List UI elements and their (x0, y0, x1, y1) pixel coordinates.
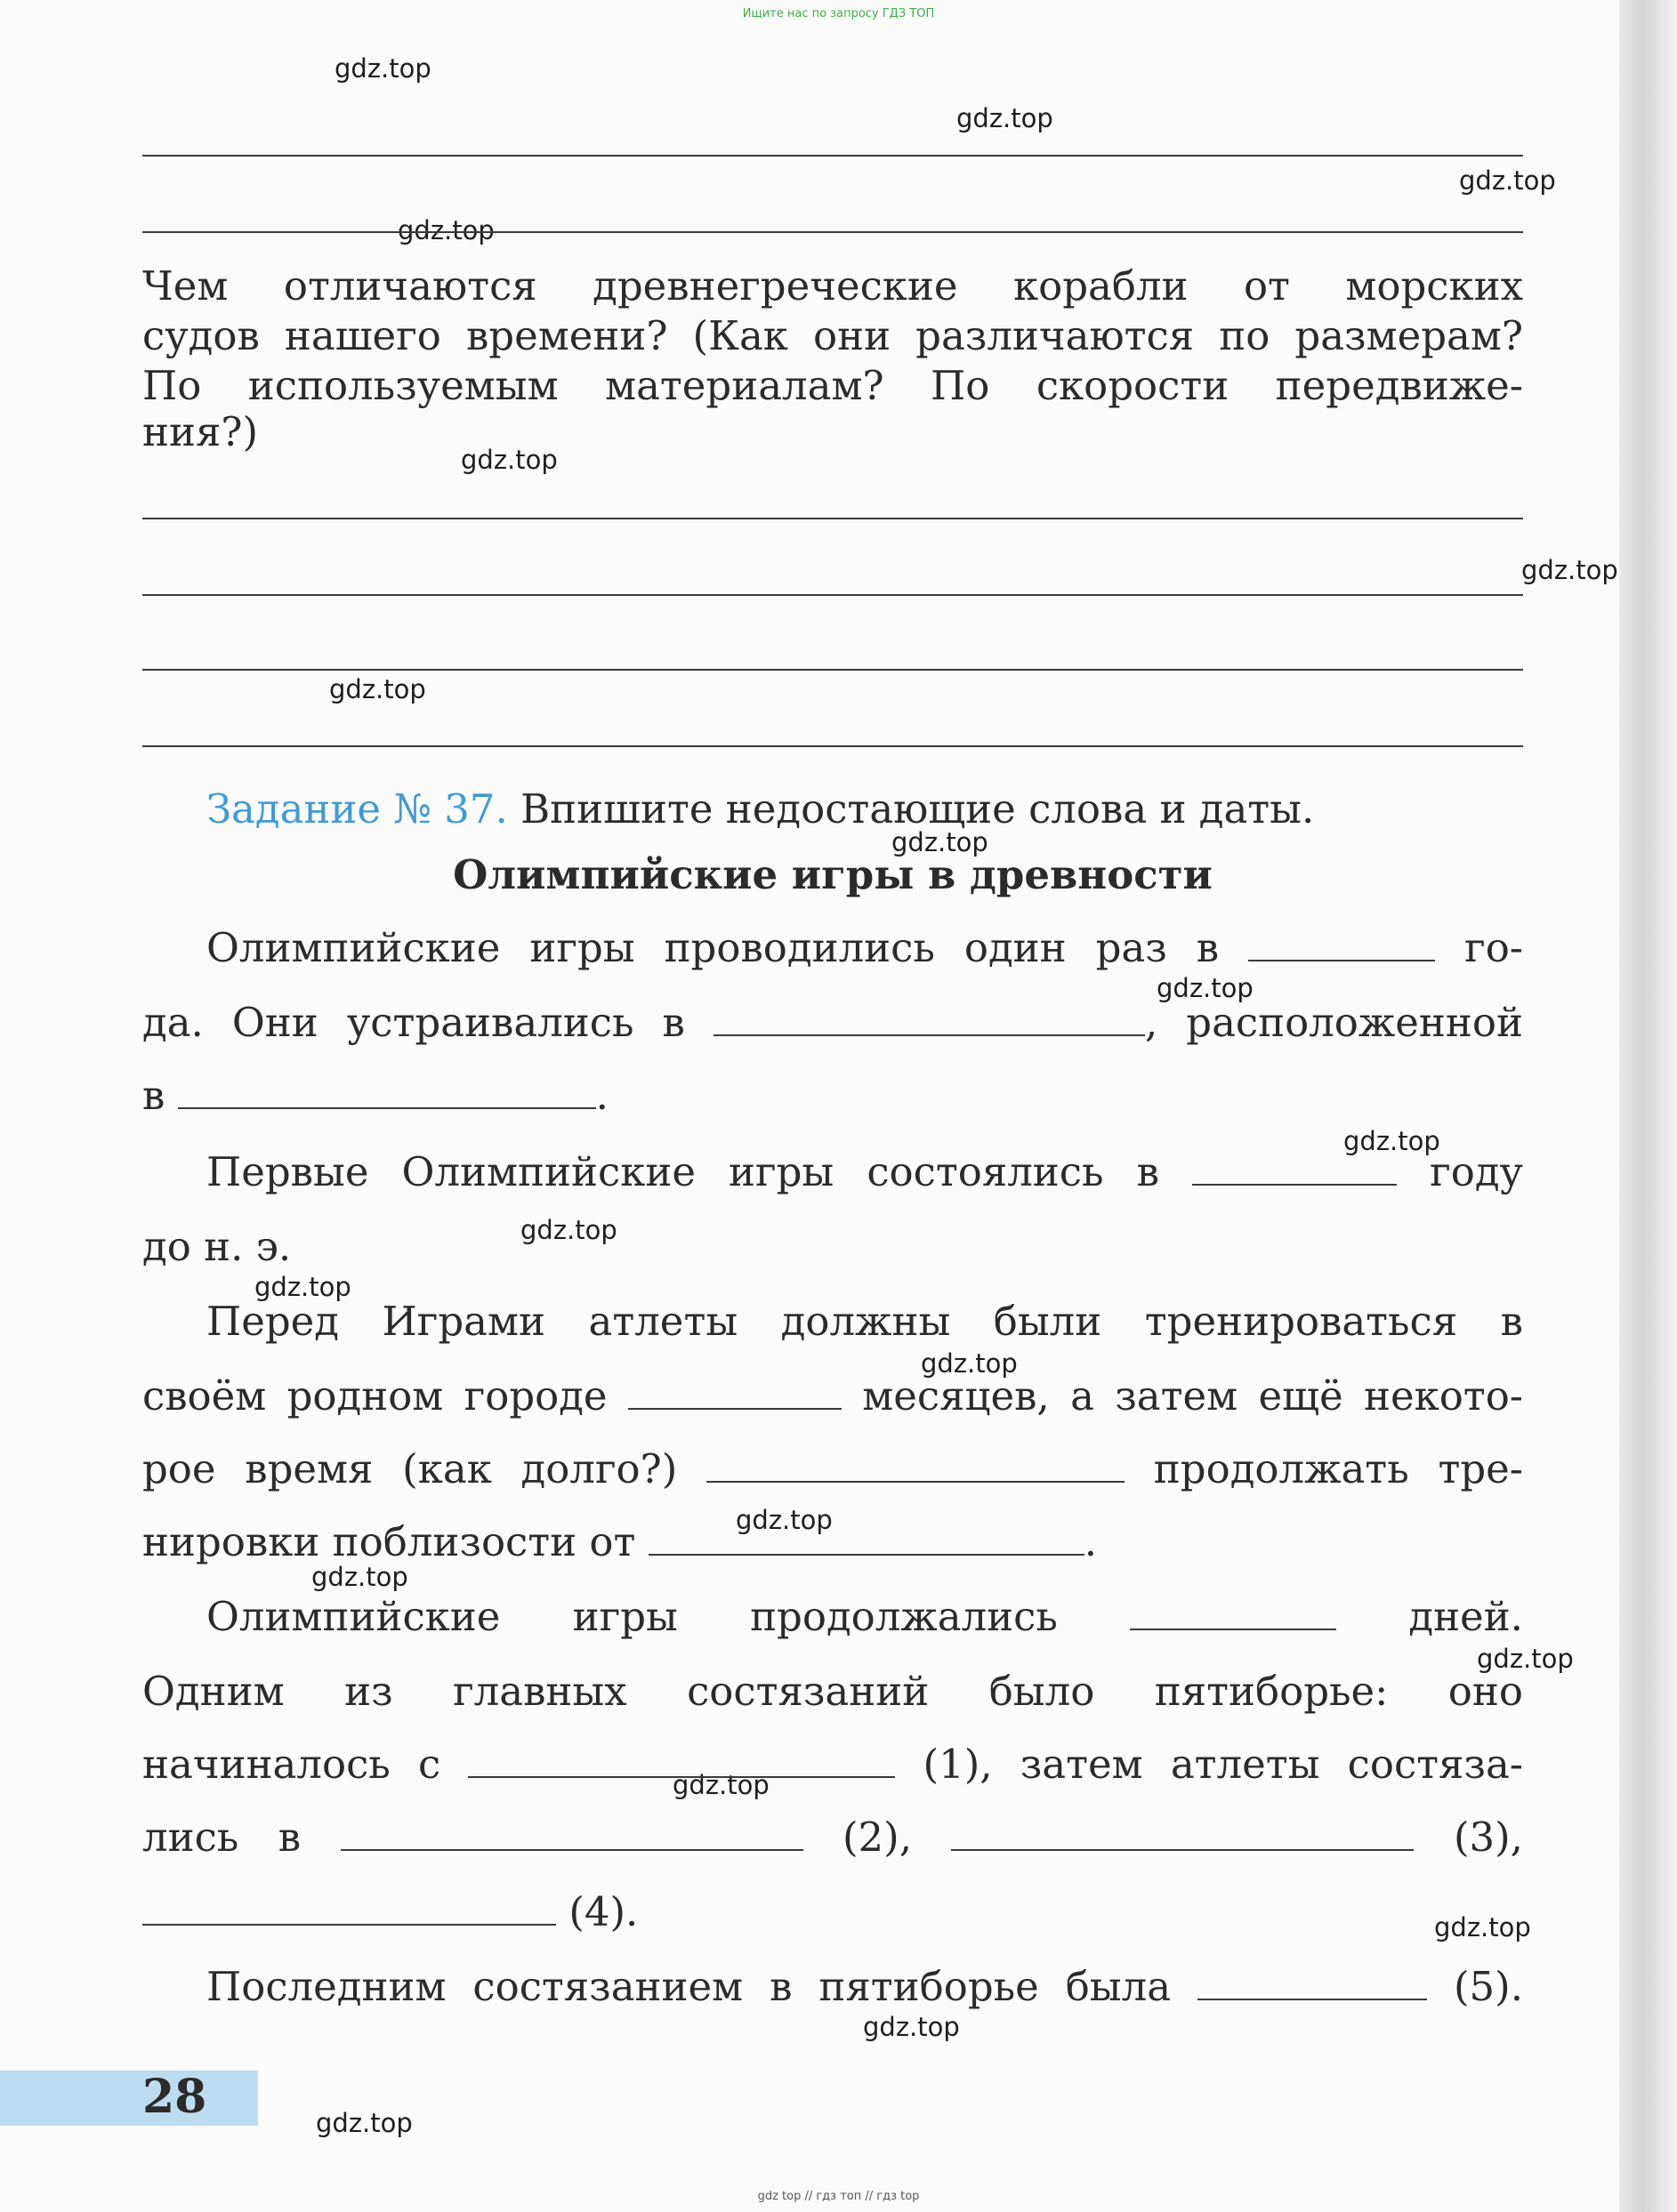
answer-line[interactable] (142, 518, 1523, 519)
watermark: gdz.top (520, 1215, 617, 1245)
question-line-3: По используемым материалам? По скорости передвиже- (142, 362, 1523, 409)
text-span: го- (1464, 924, 1524, 971)
watermark: gdz.top (254, 1272, 351, 1302)
fill-blank[interactable] (706, 1447, 1125, 1483)
fill-blank[interactable] (1192, 1150, 1397, 1186)
fill-blank[interactable] (1197, 1965, 1427, 2000)
para1-line-1 (206, 925, 1523, 971)
text-span: году (1430, 1148, 1524, 1195)
answer-line[interactable] (142, 745, 1523, 747)
para4-line-3 (142, 1741, 1523, 1788)
text-span: Олимпийские игры продолжались (206, 1593, 1058, 1640)
watermark: gdz.top (316, 2108, 413, 2138)
text-span: рое время (как долго?) (142, 1445, 678, 1492)
watermark: gdz.top (921, 1348, 1018, 1379)
text-span: дней. (1408, 1593, 1523, 1640)
watermark: gdz.top (1521, 555, 1618, 585)
fill-blank[interactable] (178, 1074, 596, 1109)
text-span: , расположенной (1144, 999, 1523, 1046)
text-span: (2), (842, 1814, 913, 1861)
watermark: gdz.top (1157, 973, 1254, 1003)
task-instruction: Впишите недостающие слова и даты. (520, 785, 1315, 833)
para1-line-3 (142, 1073, 1523, 1119)
watermark: gdz.top (673, 1770, 770, 1800)
text-span: да. Они устраивались в (142, 999, 685, 1046)
answer-line[interactable] (142, 231, 1523, 233)
text-span: Первые Олимпийские игры состоялись в (206, 1148, 1159, 1195)
watermark: gdz.top (1434, 1912, 1531, 1943)
watermark: gdz.top (1477, 1644, 1574, 1674)
watermark: gdz.top (1343, 1126, 1440, 1156)
fill-blank[interactable] (951, 1815, 1414, 1851)
text-span: (5). (1453, 1963, 1523, 2010)
text-span: своём родном городе (142, 1372, 608, 1420)
text-span: месяцев, а затем ещё некото- (862, 1372, 1523, 1420)
para2-line-1 (206, 1149, 1523, 1195)
text-span: (1), затем атлеты состяза- (923, 1741, 1524, 1788)
para4-line-5 (142, 1889, 1523, 1935)
question-line-2: судов нашего времени? (Как они различаются по размерам? (142, 312, 1523, 359)
top-banner[interactable]: Ищите нас по запросу ГДЗ ТОП (742, 7, 935, 20)
para3-line-3 (142, 1446, 1523, 1492)
para4-line-4 (142, 1814, 1523, 1861)
watermark: gdz.top (863, 2012, 960, 2042)
para4-line-1 (206, 1594, 1523, 1640)
text-span: . (595, 1072, 609, 1119)
watermark: gdz.top (461, 445, 558, 475)
page-edge-shadow (1619, 0, 1677, 2212)
text-span: лись в (142, 1814, 302, 1861)
text-span: продолжать тре- (1153, 1445, 1523, 1492)
watermark: gdz.top (736, 1505, 833, 1535)
text-span: . (1084, 1518, 1098, 1565)
text-span: (3), (1453, 1814, 1523, 1861)
fill-blank[interactable] (1130, 1595, 1336, 1630)
watermark: gdz.top (891, 827, 988, 857)
watermark: gdz.top (335, 53, 431, 84)
task-label: Задание № 37. (206, 785, 508, 833)
watermark: gdz.top (311, 1562, 408, 1592)
answer-line[interactable] (142, 155, 1523, 157)
text-span: начиналось с (142, 1741, 441, 1788)
text-span: (4). (568, 1888, 639, 1935)
answer-line[interactable] (142, 594, 1523, 596)
answer-line[interactable] (142, 669, 1523, 671)
para5-line-1 (206, 1964, 1523, 2010)
page-number: 28 (142, 2070, 207, 2124)
para2-line-2: до н. э. (142, 1223, 292, 1270)
text-span: Последним состязанием в пятиборье была (206, 1963, 1172, 2010)
fill-blank[interactable] (341, 1815, 803, 1851)
watermark: gdz.top (1459, 165, 1556, 196)
page-number-band (0, 2071, 258, 2126)
para4-line-2: Одним из главных состязаний было пятиборье: оно (142, 1668, 1523, 1715)
watermark: gdz.top (956, 103, 1053, 133)
fill-blank[interactable] (628, 1374, 842, 1410)
para3-line-1: Перед Играми атлеты должны были тренироваться в (206, 1298, 1523, 1345)
task-header (206, 786, 1523, 833)
fill-blank[interactable] (1248, 926, 1435, 961)
fill-blank[interactable] (142, 1890, 556, 1926)
text-span: нировки поблизости от (142, 1518, 636, 1565)
watermark: gdz.top (329, 674, 426, 704)
text-span: Олимпийские игры проводились один раз в (206, 924, 1220, 971)
fill-blank[interactable] (714, 1001, 1145, 1036)
section-heading: Олимпийские игры в древности (453, 851, 1213, 898)
para1-line-2 (142, 1000, 1523, 1046)
bottom-banner[interactable]: gdz top // гдз топ // гдз top (757, 2190, 920, 2203)
watermark: gdz.top (398, 215, 495, 245)
question-line-1: Чем отличаются древнегреческие корабли от морских (142, 262, 1523, 310)
text-span: в (142, 1072, 165, 1119)
fill-blank[interactable] (468, 1742, 895, 1778)
para3-line-2 (142, 1373, 1523, 1420)
fill-blank[interactable] (649, 1520, 1084, 1556)
para3-line-4 (142, 1519, 1523, 1565)
question-line-4: ния?) (142, 408, 259, 455)
